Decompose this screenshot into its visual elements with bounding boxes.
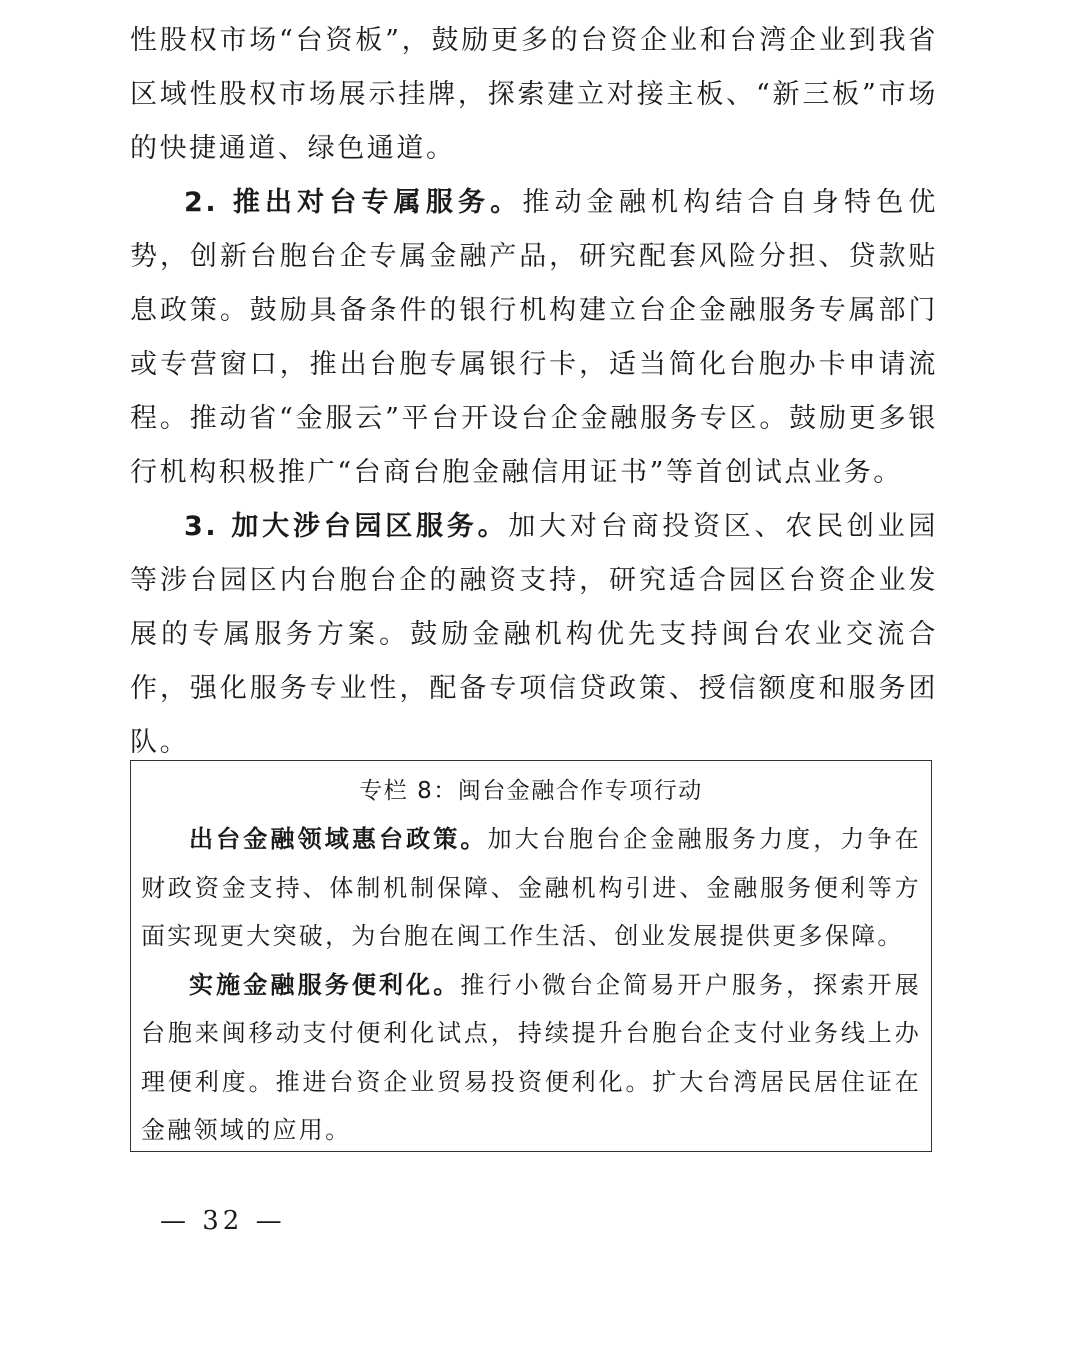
box-title: 专栏 8：闽台金融合作专项行动: [359, 778, 703, 804]
box-body: [141, 815, 921, 1155]
box-item-heading: 出台金融领域惠台政策。: [189, 825, 488, 853]
paragraph-text: 性股权市场“台资板”，鼓励更多的台资企业和台湾企业到我省区域性股权市场展示挂牌，探索建立对接主板、“新三板”市场的快捷通道、绿色通道。: [130, 25, 938, 164]
paragraph-taiwan-park-services: [130, 500, 938, 770]
paragraph-heading: 3. 加大涉台园区服务。: [184, 511, 509, 542]
paragraph-text: 加大对台商投资区、农民创业园等涉台园区内台胞台企的融资支持，研究适合园区台资企业发展的专属服务方案。鼓励金融机构优先支持闽台农业交流合作，强化服务专业性，配备专项信贷政策、授信额度和服务团队。: [130, 511, 938, 758]
box-item-text: 推行小微台企简易开户服务，探索开展台胞来闽移动支付便利化试点，持续提升台胞台企支付业务线上办理便利度。推进台资企业贸易投资便利化。扩大台湾居民居住证在金融领域的应用。: [141, 970, 921, 1144]
box-item: [141, 961, 921, 1155]
paragraph-continued: [130, 14, 938, 176]
paragraph-heading: 2. 推出对台专属服务。: [184, 187, 523, 218]
paragraph-taiwan-exclusive-services: [130, 176, 938, 500]
box-item: [141, 815, 921, 961]
paragraph-text: 推动金融机构结合自身特色优势，创新台胞台企专属金融产品，研究配套风险分担、贷款贴息政策。鼓励具备条件的银行机构建立台企金融服务专属部门或专营窗口，推出台胞专属银行卡，适当简化台胞办卡申请流程。推动省“金服云”平台开设台企金融服务专区。鼓励更多银行机构积极推广“台商台胞金融信用证书”等首创试点业务。: [130, 187, 938, 488]
page-number: — 32 —: [160, 1206, 286, 1236]
special-column-box: [130, 760, 932, 1152]
box-item-heading: 实施金融服务便利化。: [189, 970, 461, 999]
box-item-text: 加大台胞台企金融服务力度，力争在财政资金支持、体制机制保障、金融机构引进、金融服务便利等方面实现更大突破，为台胞在闽工作生活、创业发展提供更多保障。: [141, 825, 921, 950]
body-text: [130, 14, 938, 770]
